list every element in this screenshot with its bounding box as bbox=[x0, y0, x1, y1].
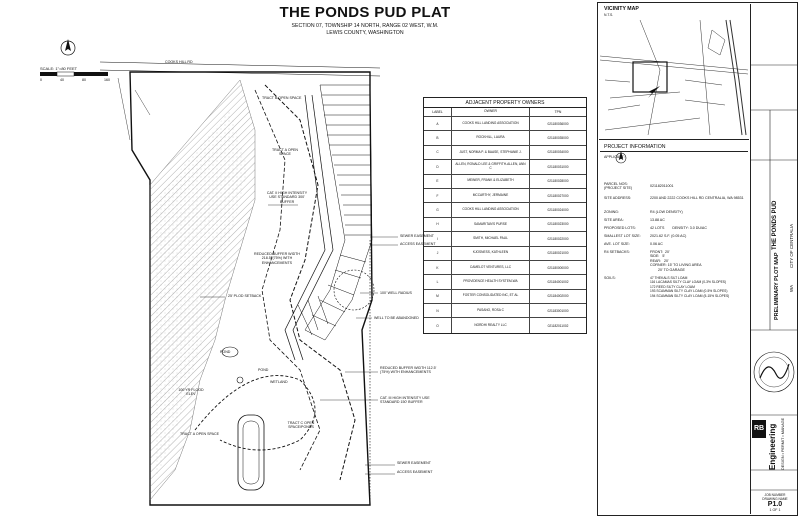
zoning-value: R4 (LOW DENSITY) bbox=[650, 210, 683, 214]
row-label: G bbox=[424, 203, 452, 216]
address-value: 2200 AND 2222 COOKS HILL RD CENTRALIA, WA 98531 bbox=[650, 196, 744, 200]
city-name: CITY OF CENTRALIA bbox=[789, 223, 794, 268]
row-label: O bbox=[424, 318, 452, 332]
lot-strip bbox=[298, 85, 372, 340]
reduced-buffer-label-2: REDUCED BUFFER WIDTH 112.5' (75%) WITH ENHANCEMENTS bbox=[380, 366, 437, 375]
row-label: M bbox=[424, 290, 452, 303]
owners-table-header-row bbox=[424, 108, 586, 117]
row-tpn: 021180023000 bbox=[547, 222, 569, 227]
sheet-title: PRELIMINARY PLOT MAP bbox=[774, 252, 780, 320]
table-row bbox=[424, 131, 586, 145]
row-owner: CAMELOT VENTURES, LLC bbox=[452, 261, 530, 274]
soils-label: SOILS: bbox=[604, 276, 616, 280]
row-tpn: 021184001002 bbox=[547, 279, 569, 284]
state-label: WA bbox=[789, 284, 794, 292]
table-row bbox=[424, 117, 586, 131]
lots-value: 42 LOTS DENSITY: 3.0 DU/AC bbox=[650, 226, 707, 230]
row-label: K bbox=[424, 261, 452, 274]
table-row bbox=[424, 318, 586, 332]
road-line bbox=[100, 62, 380, 76]
row-owner: PASANO, ROSA C bbox=[452, 304, 530, 317]
firm-name: Engineering bbox=[768, 423, 777, 470]
firm-tagline: DESIGN • PERMIT • MANAGE bbox=[781, 417, 785, 470]
setbacks-value: FRONT: 20' SIDE: 5' REAR: 20' CORNER: 15' TO LIVING AREA 20' TO GARAGE bbox=[650, 250, 702, 272]
row-tpn: 021183001000 bbox=[547, 308, 569, 313]
row-tpn: 021180034000 bbox=[547, 150, 569, 155]
pond-label: POND bbox=[220, 350, 231, 354]
tract-b-label: TRACT B OPEN SPACE bbox=[262, 96, 302, 100]
well-abandon-label: WELL TO BE ABANDONED bbox=[374, 316, 419, 320]
page-title: THE PONDS PUD PLAT bbox=[279, 4, 451, 21]
ave-lot-value: 0.06 AC bbox=[650, 242, 663, 246]
table-row bbox=[424, 203, 586, 217]
row-tpn: 021180031000 bbox=[547, 164, 569, 169]
sewer-easement-label: SEWER EASEMENT bbox=[400, 234, 434, 238]
row-owner: KJOSNESS, KATHLEEN bbox=[452, 247, 530, 260]
road-label: COOKS HILL RD bbox=[165, 60, 193, 64]
setbacks-label: R4 SETBACKS: bbox=[604, 250, 630, 254]
scale-tick: 160 bbox=[104, 78, 110, 82]
table-row bbox=[424, 261, 586, 275]
row-owner: PROVIDENCE HEALTH SYSTEM-WA bbox=[452, 275, 530, 288]
sewer-easement-label-2: SEWER EASEMENT bbox=[397, 461, 431, 465]
subtitle-line-1: SECTION 07, TOWNSHIP 14 NORTH, RANGE 02 WEST, W.M. bbox=[291, 23, 439, 29]
row-label: E bbox=[424, 175, 452, 188]
row-tpn: 021180036000 bbox=[547, 121, 569, 126]
row-tpn: 021180035000 bbox=[547, 136, 569, 141]
row-label: A bbox=[424, 117, 452, 130]
tract-c-label: TRACT C OPEN SPACE/PONDS bbox=[287, 421, 315, 430]
table-row bbox=[424, 290, 586, 304]
column-header: LABEL bbox=[424, 108, 452, 116]
row-label: C bbox=[424, 146, 452, 159]
parcel-label: PARCEL NOS: (PROJECT SITE) bbox=[604, 182, 633, 191]
row-owner: COOKS HILL LANDING ASSOCIATION bbox=[452, 117, 530, 130]
row-tpn: 021180028000 bbox=[547, 179, 569, 184]
sheet-id-block bbox=[753, 493, 797, 512]
table-row bbox=[424, 160, 586, 174]
sheet-count: 1 OF 1 bbox=[769, 508, 781, 512]
row-label: F bbox=[424, 189, 452, 202]
scale-tick: 40 bbox=[60, 78, 64, 82]
project-info-title: PROJECT INFORMATION bbox=[604, 144, 666, 150]
row-tpn: 021180021000 bbox=[547, 251, 569, 256]
row-label: J bbox=[424, 247, 452, 260]
setback-label: 25' PLOD SETBACK bbox=[228, 294, 262, 298]
row-label: D bbox=[424, 160, 452, 173]
tract-a-label: TRACT A OPEN SPACE bbox=[271, 148, 299, 157]
site-area-value: 13.88 AC bbox=[650, 218, 665, 222]
soils-value: 47 THEKALS SILT LOAM 116 LACAMAS SILTY CLAY LOAM (0-3% SLOPES) 172 REED SILTY CLAY LOAM 193 SCAMMAN SILTY CLAY LOAM (0-5% SLOPES) 194 SCAMMAN SILTY CLAY LOAM (5-15% SLOPES) bbox=[650, 276, 730, 298]
drawing-name-label: DRAWING NAME bbox=[762, 497, 788, 501]
scale-ticks bbox=[40, 78, 110, 82]
pond-label: POND bbox=[258, 368, 269, 372]
parcel-value: 021182011001 bbox=[650, 184, 674, 188]
scale-bar bbox=[40, 72, 108, 76]
scale-tick: 0 bbox=[40, 78, 42, 82]
cat2-buffer-label: CAT. II HIGH INTENSITY USE STANDARD 300' BUFFER bbox=[266, 191, 308, 204]
owners-table-heading: ADJACENT PROPERTY OWNERS bbox=[424, 98, 586, 108]
vicinity-map-scale: N.T.S. bbox=[604, 13, 614, 17]
reduced-buffer-label: REDUCED BUFFER WIDTH 218.5' (75%) WITH ENHANCEMENTS bbox=[254, 252, 300, 265]
row-owner: SAMARITAN'S PURSE bbox=[452, 218, 530, 231]
job-number-label: JOB NUMBER bbox=[764, 493, 786, 497]
row-tpn: 021180022000 bbox=[547, 236, 569, 241]
row-owner: SMITH, MICHAEL PAUL bbox=[452, 232, 530, 245]
row-label: N bbox=[424, 304, 452, 317]
row-label: L bbox=[424, 275, 452, 288]
row-owner: JUST, NORMA P. & BAASE, STEPHANIE J. bbox=[452, 146, 530, 159]
pond-outline bbox=[238, 415, 264, 490]
table-row bbox=[424, 218, 586, 232]
row-owner: FOSTER CONSOLIDATED INC, ET AL bbox=[452, 290, 530, 303]
owners-table-body bbox=[424, 117, 586, 333]
address-label: SITE ADDRESS: bbox=[604, 196, 632, 200]
column-header: OWNER bbox=[452, 108, 530, 116]
row-owner: ALLEN, RONALD LEE & GRIFFITH-ALLEN, ANN C bbox=[452, 160, 530, 173]
row-label: B bbox=[424, 131, 452, 144]
table-row bbox=[424, 189, 586, 203]
project-name: THE PONDS PUD bbox=[772, 200, 778, 250]
scale-tick: 80 bbox=[82, 78, 86, 82]
vicinity-map-box bbox=[599, 4, 749, 140]
row-tpn: 021180027000 bbox=[547, 193, 569, 198]
cat3-buffer-label: CAT. III HIGH INTENSITY USE STANDARD 150' BUFFER bbox=[380, 396, 430, 405]
row-owner: MCCARTHY, JERMAINE bbox=[452, 189, 530, 202]
divider bbox=[600, 151, 748, 152]
firm-logo: RB bbox=[752, 420, 766, 438]
table-row bbox=[424, 247, 586, 261]
row-tpn: 021180024000 bbox=[547, 208, 569, 213]
north-arrow-icon bbox=[61, 39, 75, 55]
site-area-label: SITE AREA: bbox=[604, 218, 624, 222]
sheet-number: P1.0 bbox=[767, 501, 783, 508]
table-row bbox=[424, 275, 586, 289]
flood-elev-label: 100 YR FLOOD ELEV bbox=[178, 388, 204, 397]
table-row bbox=[424, 232, 586, 246]
vicinity-map-title: VICINITY MAP bbox=[604, 6, 639, 12]
row-tpn: 021184002000 bbox=[547, 294, 569, 299]
row-owner: COOKS HILL LANDING ASSOCIATION bbox=[452, 203, 530, 216]
row-label: H bbox=[424, 218, 452, 231]
column-header: TPN bbox=[554, 110, 562, 114]
zoning-label: ZONING: bbox=[604, 210, 619, 214]
applicant-label: APPLICANT: bbox=[604, 155, 625, 159]
row-owner: MEINER, FRANK & ELIZABETH bbox=[452, 175, 530, 188]
row-tpn: 021180000000 bbox=[547, 265, 569, 270]
smallest-lot-value: 2021.62 S.F. (0.05 AC) bbox=[650, 234, 687, 238]
ave-lot-label: AVE. LOT SIZE: bbox=[604, 242, 630, 246]
well-radius-label: 100' WELL RADIUS bbox=[380, 291, 412, 295]
wetland-label: WETLAND bbox=[270, 380, 288, 384]
access-easement-label-2: ACCESS EASEMENT bbox=[397, 470, 433, 474]
row-tpn: 021182011002 bbox=[547, 323, 569, 328]
table-row bbox=[424, 304, 586, 318]
table-row bbox=[424, 146, 586, 160]
table-row bbox=[424, 175, 586, 189]
row-label: I bbox=[424, 232, 452, 245]
row-owner: ROCKHILL, LAURA bbox=[452, 131, 530, 144]
owners-table bbox=[423, 97, 587, 334]
access-easement-label: ACCESS EASEMENT bbox=[400, 242, 436, 246]
subtitle-line-2: LEWIS COUNTY, WASHINGTON bbox=[326, 30, 404, 36]
lots-label: PROPOSED LOTS: bbox=[604, 226, 636, 230]
tract-a-label-2: TRACT A OPEN SPACE bbox=[180, 432, 220, 436]
scale-label: SCALE: 1"=80 FEET bbox=[40, 66, 78, 71]
smallest-lot-label: SMALLEST LOT SIZE: bbox=[604, 234, 641, 238]
row-owner: NORDHI REALTY LLC bbox=[452, 318, 530, 332]
